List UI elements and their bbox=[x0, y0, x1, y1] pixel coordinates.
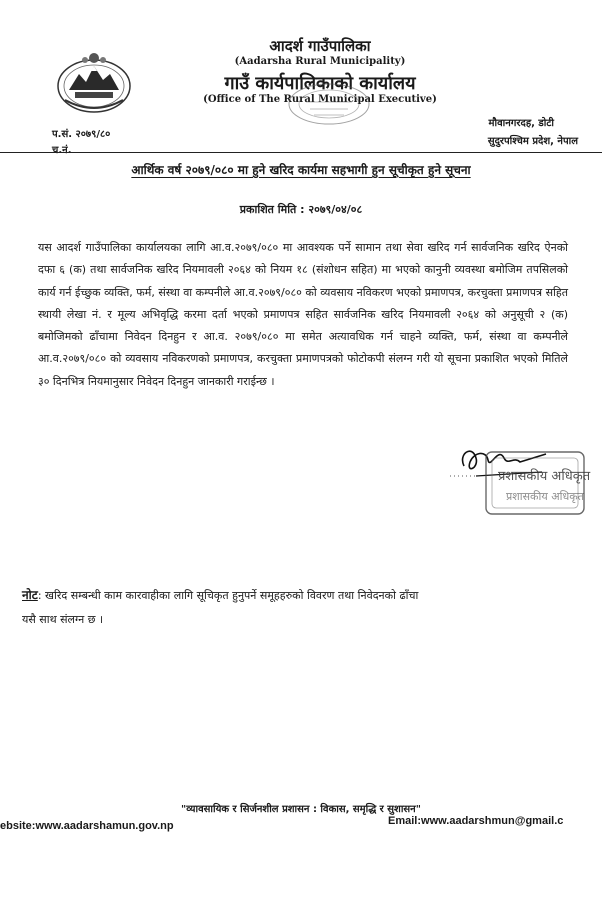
office-stamp-seal bbox=[276, 82, 382, 126]
reference-chn: च.नं. bbox=[52, 145, 72, 156]
address-line1: मौवानगरदह, डोटी bbox=[488, 118, 554, 129]
nepal-emblem-logo bbox=[55, 50, 133, 116]
footer-motto: "व्यावसायिक र सिर्जनशील प्रशासन : विकास, समृद्धि र सुशासन" bbox=[181, 804, 421, 815]
note-section bbox=[22, 583, 602, 632]
header-divider bbox=[0, 152, 602, 153]
stamp-text-1: प्रशासकीय अधिकृत bbox=[498, 469, 591, 484]
published-date: प्रकाशित मिति : २०७९/०४/०८ bbox=[239, 203, 363, 216]
office-name-np: गाउँ कार्यपालिकाको कार्यालय bbox=[224, 73, 416, 94]
municipality-name-np: आदर्श गाउँपालिका bbox=[269, 37, 371, 55]
office-name-en: (Office of The Rural Municipal Executive) bbox=[203, 94, 437, 105]
footer-email: Email:www.aadarshmun@gmail.c bbox=[388, 815, 564, 827]
note-text: : खरिद सम्बन्धी काम कारवाहीका लागि सूचिकृत हुनुपर्ने समूहहरुको विवरण तथा निवेदनको ढाँचा bbox=[37, 589, 419, 602]
address-line2: सुदुरपश्चिम प्रदेश, नेपाल bbox=[487, 136, 578, 147]
notice-body: यस आदर्श गाउँपालिका कार्यालयका लागि आ.व.२०७९/०८० मा आवश्यक पर्ने सामान तथा सेवा खरिद गर्न सार्वजनिक खरिद ऐनको दफा ६ (क) तथा सार्वजनिक खरिद नियमावली २०६४ को नियम १८ (संशोधन सहित) मा भएको कानुनी व्यवस्था बमोजिम तपसिलको कार्य गर्न ईच्छुक व्यक्ति, फर्म, संस्था वा कम्पनीले आ.व.२०७९/०८० को व्यवसाय नविकरण भएको प्रमाणपत्र, करचुक्ता प्रमाणपत्र सहित स्थायी लेखा नं. र मूल्य अभिवृद्धि करमा दर्ता भएको प्रमाणपत्र सहित सार्वजनिक खरिद नियमावली २०६४ को अनुसूची २ (क) बमोजिमको ढाँचामा निवेदन दिनहुन र आ.व. २०७९/०८० मा समेत अत्यावधिक गर्न चाहने व्यक्ति, फर्म, संस्था वा कम्पनीले आ.व.२०७९/०८० को व्यवसाय नविकरणको प्रमाणपत्र, करचुक्ता प्रमाणपत्रको फोटोकपी संलग्न गरी यो सूचना प्रकाशित भएको मितिले ३० दिनभित्र नियमानुसार निवेदन दिनहुन जानकारी गराईन्छ । bbox=[38, 241, 568, 388]
notice-subject bbox=[0, 161, 602, 178]
stamp-text-2: प्रशासकीय अधिकृत bbox=[506, 490, 584, 503]
official-signature-stamp bbox=[446, 436, 602, 526]
reference-ps: प.सं. २०७९/८० bbox=[52, 129, 111, 140]
note-label: नोट bbox=[22, 588, 38, 602]
notice-subject-text: आर्थिक वर्ष २०७९/०८० मा हुने खरिद कार्यमा सहभागी हुन सूचीकृत हुने सूचना bbox=[131, 163, 471, 177]
footer-website: ebsite:www.aadarshamun.gov.np bbox=[0, 820, 174, 832]
municipality-name-en: (Aadarsha Rural Municipality) bbox=[234, 56, 406, 67]
note-line2: यसै साथ संलग्न छ । bbox=[22, 613, 104, 626]
